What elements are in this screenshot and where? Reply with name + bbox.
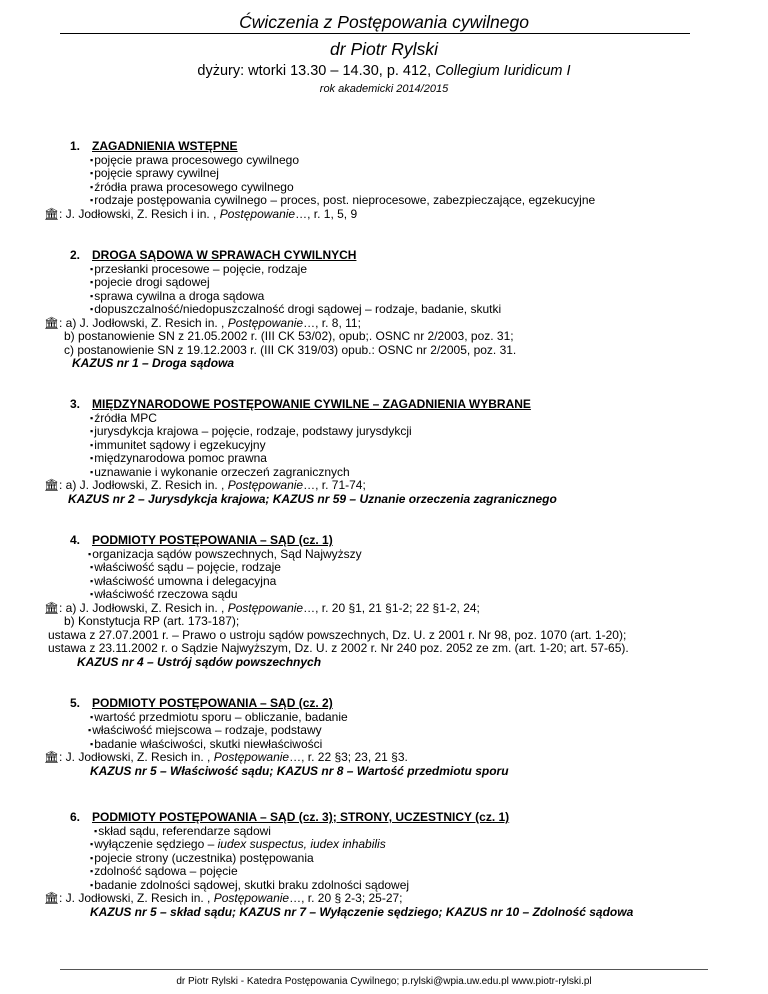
- section-3: [0, 398, 768, 506]
- bullet-icon: ▪: [90, 879, 94, 890]
- section-heading: [0, 398, 768, 412]
- bullet-text: zdolność sądowa – pojęcie: [94, 864, 238, 878]
- bullet-text-latin: iudex suspectus, iudex inhabilis: [217, 837, 386, 851]
- bullet-icon: ▪: [90, 304, 94, 314]
- classical-building-icon: 🏛: [44, 600, 60, 615]
- list-item: [0, 711, 768, 725]
- case-study: KAZUS nr 4 – Ustrój sądów powszechnych: [77, 654, 322, 669]
- lecturer-name: dr Piotr Rylski: [330, 39, 438, 59]
- bullet-text: pojęcie sprawy cywilnej: [94, 166, 219, 180]
- bullet-icon: ▪: [90, 738, 94, 749]
- bullet-icon: ▪: [90, 562, 94, 572]
- bullet-icon: ▪: [90, 154, 94, 165]
- literature-extra: ustawa z 23.11.2002 r. o Sądzie Najwyższym, Dz. U. z 2002 r. Nr 240 poz. 2052 ze zm. (art. 1-20; art. 57-65).: [48, 641, 629, 655]
- literature-extra: b) Konstytucja RP (art. 173-187);: [64, 614, 240, 628]
- list-item: [0, 879, 768, 893]
- section-title: DROGA SĄDOWA W SPRAWACH CYWILNYCH: [92, 248, 357, 262]
- list-item: [0, 838, 768, 852]
- section-heading: [0, 811, 768, 825]
- list-item: [0, 588, 768, 602]
- literature-title: Postępowanie: [213, 891, 290, 905]
- classical-building-icon: 🏛: [44, 750, 60, 764]
- bullet-icon: ▪: [90, 426, 94, 436]
- literature-ref: …, r. 22 §3; 23, 21 §3.: [289, 750, 408, 764]
- academic-year: rok akademicki 2014/2015: [319, 83, 449, 95]
- bullet-icon: ▪: [90, 589, 94, 599]
- bullet-icon: ▪: [90, 412, 94, 423]
- bullet-text: przesłanki procesowe – pojęcie, rodzaje: [94, 261, 307, 276]
- bullet-icon: ▪: [90, 575, 94, 586]
- list-item: [0, 276, 768, 290]
- list-item: [0, 154, 768, 168]
- bullet-text: badanie zdolności sądowej, skutki braku zdolności sądowej: [94, 877, 410, 892]
- literature-ref: …, r. 20 § 2-3; 25-27;: [289, 891, 403, 905]
- literature-text: : J. Jodłowski, Z. Resich i in. ,: [59, 206, 220, 221]
- section-5: [0, 697, 768, 778]
- footer-rule: [60, 969, 708, 970]
- section-number: 2.: [70, 248, 81, 262]
- duty-hours: [0, 63, 768, 80]
- list-item: [0, 575, 768, 589]
- list-item: [0, 852, 768, 866]
- bullet-text: sprawa cywilna a droga sądowa: [94, 288, 265, 303]
- page-footer: dr Piotr Rylski - Katedra Postępowania Cywilnego; p.rylski@wpia.uw.edu.pl www.piotr-rylski.pl: [176, 976, 592, 987]
- section-number: 1.: [70, 139, 81, 153]
- case-study: KAZUS nr 5 – Właściwość sądu; KAZUS nr 8 – Wartość przedmiotu sporu: [90, 763, 509, 778]
- bullet-text: źródła MPC: [94, 410, 157, 425]
- bullet-icon: ▪: [94, 825, 98, 836]
- section-title: PODMIOTY POSTĘPOWANIA – SĄD (cz. 2): [92, 696, 333, 710]
- list-item: [0, 724, 768, 738]
- bullet-icon: ▪: [88, 725, 92, 735]
- list-item: [0, 263, 768, 277]
- list-item: [0, 466, 768, 480]
- section-title: MIĘDZYNARODOWE POSTĘPOWANIE CYWILNE – ZAGADNIENIA WYBRANE: [92, 397, 531, 411]
- list-item: [0, 738, 768, 752]
- section-heading: [0, 140, 768, 154]
- section-title: PODMIOTY POSTĘPOWANIA – SĄD (cz. 3); STRONY, UCZESTNICY (cz. 1): [92, 810, 510, 824]
- literature-title: Postępowanie: [219, 206, 296, 221]
- literature-text: : a) J. Jodłowski, Z. Resich in. ,: [59, 600, 228, 615]
- bullet-icon: ▪: [90, 711, 94, 722]
- literature-text: : a) J. Jodłowski, Z. Resich in. ,: [59, 478, 228, 492]
- section-6: [0, 811, 768, 919]
- bullet-text: pojecie drogi sądowej: [94, 275, 210, 289]
- section-number: 6.: [70, 810, 81, 824]
- bullet-icon: ▪: [88, 548, 92, 559]
- bullet-text: uznawanie i wykonanie orzeczeń zagranicznych: [94, 464, 350, 479]
- case-study: KAZUS nr 1 – Droga sądowa: [72, 356, 235, 370]
- bullet-icon: ▪: [90, 181, 94, 192]
- literature-line: [0, 751, 768, 765]
- literature-line: [0, 317, 768, 331]
- header-details: [0, 33, 768, 96]
- document-header: [0, 12, 768, 32]
- bullet-icon: ▪: [90, 839, 94, 849]
- bullet-text: wyłączenie sędziego –: [94, 837, 218, 851]
- classical-building-icon: 🏛: [44, 891, 60, 905]
- literature-ref: …, r. 71-74;: [303, 478, 366, 492]
- bullet-icon: ▪: [90, 866, 94, 876]
- bullet-icon: ▪: [90, 453, 94, 463]
- list-item: [0, 425, 768, 439]
- section-number: 3.: [70, 397, 81, 411]
- bullet-icon: ▪: [90, 277, 94, 287]
- literature-extra: ustawa z 27.07.2001 r. – Prawo o ustroju sądów powszechnych, Dz. U. z 2001 r. Nr 98, poz. 1070 (art. 1-20);: [48, 627, 627, 642]
- literature-title: Postępowanie: [227, 478, 304, 492]
- literature-line: [0, 479, 768, 493]
- bullet-text: immunitet sądowy i egzekucyjny: [94, 437, 266, 452]
- literature-extra: c) postanowienie SN z 19.12.2003 r. (III CK 319/03) opub.: OSNC nr 2/2005, poz. 31.: [64, 342, 517, 357]
- list-item: [0, 865, 768, 879]
- literature-ref: …, r. 20 §1, 21 §1-2; 22 §1-2, 24;: [303, 600, 480, 615]
- section-1: [0, 140, 768, 221]
- section-4: [0, 534, 768, 669]
- bullet-text: właściwość rzeczowa sądu: [94, 587, 238, 601]
- bullet-text: dopuszczalność/niedopuszczalność drogi sądowej – rodzaje, badanie, skutki: [94, 302, 502, 316]
- literature-title: Postępowanie: [213, 750, 290, 764]
- literature-ref: …, r. 1, 5, 9: [295, 206, 358, 221]
- section-title: PODMIOTY POSTĘPOWANIA – SĄD (cz. 1): [92, 533, 333, 547]
- bullet-text: organizacja sądów powszechnych, Sąd Najwyższy: [92, 546, 362, 561]
- case-study: KAZUS nr 2 – Jurysdykcja krajowa; KAZUS nr 59 – Uznanie orzeczenia zagranicznego: [68, 491, 557, 506]
- list-item: [0, 290, 768, 304]
- duty-hours-text: dyżury: wtorki 13.30 – 14.30, p. 412,: [197, 63, 436, 79]
- list-item: [0, 412, 768, 426]
- classical-building-icon: 🏛: [44, 478, 60, 492]
- literature-text: : J. Jodłowski, Z. Resich in. ,: [59, 891, 214, 905]
- literature-ref: …, r. 8, 11;: [303, 315, 361, 330]
- duty-hours-place: Collegium Iuridicum I: [435, 63, 571, 79]
- list-item: [0, 167, 768, 181]
- bullet-text: jurysdykcja krajowa – pojęcie, rodzaje, podstawy jurysdykcji: [94, 424, 412, 438]
- bullet-text: pojecie strony (uczestnika) postępowania: [94, 850, 314, 865]
- section-number: 4.: [70, 533, 81, 547]
- bullet-icon: ▪: [90, 439, 94, 450]
- course-title: Ćwiczenia z Postępowania cywilnego: [239, 12, 529, 32]
- section-2: [0, 249, 768, 371]
- bullet-text: właściwość miejscowa – rodzaje, podstawy: [92, 723, 322, 737]
- bullet-icon: ▪: [90, 466, 94, 477]
- list-item: [0, 452, 768, 466]
- list-item: [0, 194, 768, 208]
- section-heading: [0, 697, 768, 711]
- bullet-icon: ▪: [90, 290, 94, 301]
- bullet-icon: ▪: [90, 263, 94, 274]
- list-item: [0, 825, 768, 839]
- list-item: [0, 303, 768, 317]
- bullet-text: pojęcie prawa procesowego cywilnego: [94, 152, 299, 167]
- literature-text: : J. Jodłowski, Z. Resich in. ,: [59, 750, 214, 764]
- literature-text: : a) J. Jodłowski, Z. Resich in. ,: [59, 315, 228, 330]
- bullet-text: skład sądu, referendarze sądowi: [98, 823, 271, 838]
- bullet-icon: ▪: [90, 195, 94, 205]
- section-heading: [0, 249, 768, 263]
- literature-extra: b) postanowienie SN z 21.05.2002 r. (III CK 53/02), opub;. OSNC nr 2/2003, poz. 31;: [64, 329, 514, 343]
- list-item: [0, 181, 768, 195]
- section-number: 5.: [70, 696, 81, 710]
- bullet-text: wartość przedmiotu sporu – obliczanie, badanie: [94, 709, 348, 724]
- literature-line: [0, 208, 768, 222]
- section-title: ZAGADNIENIA WSTĘPNE: [92, 139, 238, 153]
- list-item: [0, 561, 768, 575]
- bullet-text: właściwość sądu – pojęcie, rodzaje: [94, 560, 281, 574]
- bullet-text: badanie właściwości, skutki niewłaściwości: [94, 736, 323, 751]
- literature-title: Postępowanie: [227, 315, 304, 330]
- case-study: KAZUS nr 5 – skład sądu; KAZUS nr 7 – Wyłączenie sędziego; KAZUS nr 10 – Zdolność sądowa: [90, 904, 634, 919]
- classical-building-icon: 🏛: [44, 206, 60, 221]
- bullet-text: źródła prawa procesowego cywilnego: [94, 179, 294, 194]
- bullet-text: właściwość umowna i delegacyjna: [94, 573, 277, 588]
- literature-line: [0, 602, 768, 616]
- list-item: [0, 548, 768, 562]
- literature-line: [0, 892, 768, 906]
- list-item: [0, 439, 768, 453]
- classical-building-icon: 🏛: [44, 315, 60, 330]
- bullet-icon: ▪: [90, 852, 94, 863]
- bullet-icon: ▪: [90, 168, 94, 178]
- bullet-text: międzynarodowa pomoc prawna: [94, 451, 267, 465]
- bullet-text: rodzaje postępowania cywilnego – proces, post. nieprocesowe, zabezpieczające, egzekucyjne: [94, 193, 596, 207]
- section-heading: [0, 534, 768, 548]
- literature-title: Postępowanie: [227, 600, 304, 615]
